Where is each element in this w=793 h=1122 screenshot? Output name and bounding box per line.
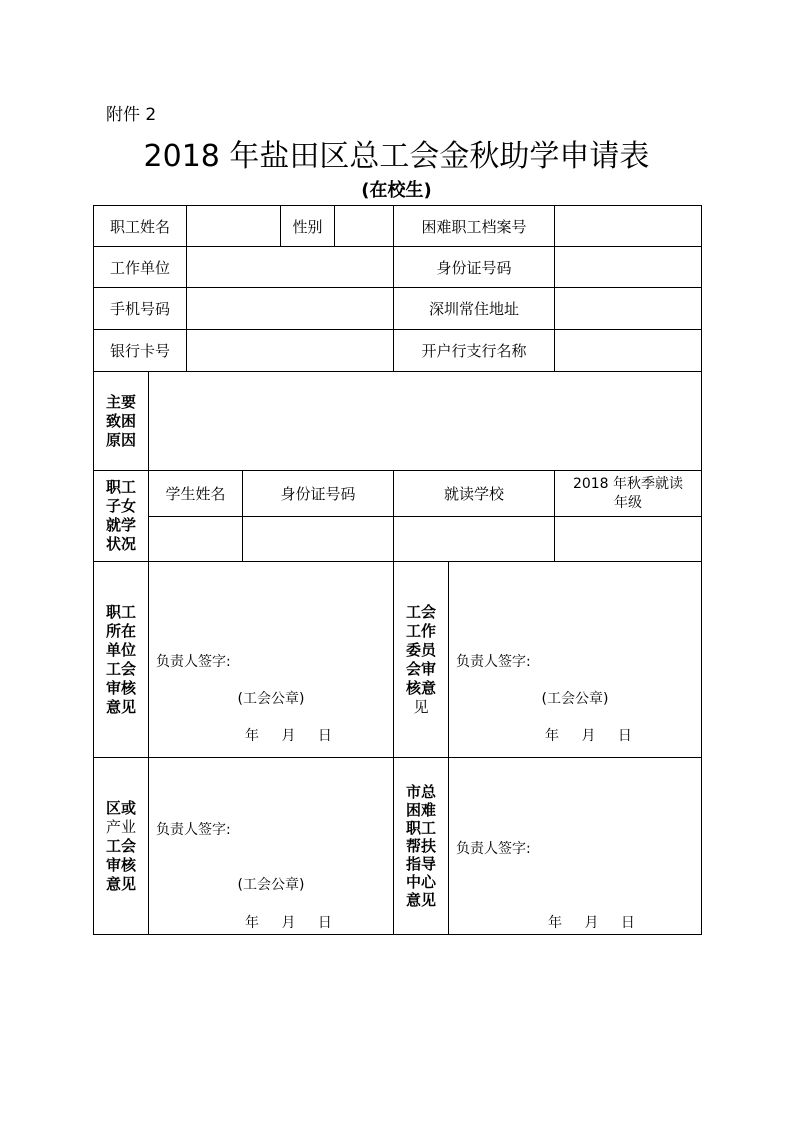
employee-name-input[interactable] [186,205,281,247]
label-line: 指导 [405,855,436,873]
hardship-reason-label [93,371,149,471]
student-id-input[interactable] [242,516,394,562]
label-line: 工作 [405,621,436,640]
form-subtitle: (在校生) [361,180,432,201]
mobile-input[interactable] [186,287,394,330]
form-title: 2018 年盐田区总工会金秋助学申请表 [143,139,650,174]
district-review-area[interactable] [148,757,394,935]
label-line: 主要 [105,392,136,411]
employee-name-label: 职工姓名 [93,205,187,247]
id-no-input[interactable] [554,246,702,288]
label-line: 审核 [105,678,136,697]
union-seal-label: (工会公章) [237,877,305,893]
school-input[interactable] [393,516,555,562]
work-unit-label: 工作单位 [93,246,187,288]
bank-branch-input[interactable] [554,329,702,372]
union-seal-label: (工会公章) [237,691,305,707]
bank-card-label: 银行卡号 [93,329,187,372]
address-input[interactable] [554,287,702,330]
label-line: 单位 [105,640,136,659]
hardship-reason-input[interactable] [148,371,702,471]
label-line: 所在 [105,621,136,640]
union-seal-label: (工会公章) [541,691,609,707]
bank-branch-label: 开户行支行名称 [393,329,555,372]
label-line: 委员 [405,640,436,659]
signer-label: 负责人签字: [156,654,231,670]
bank-card-input[interactable] [186,329,394,372]
work-unit-input[interactable] [186,246,394,288]
unit-union-review-label [93,561,149,758]
date-label: 年 月 日 [245,915,332,931]
date-label: 年 月 日 [548,915,635,931]
label-line: 意见 [405,891,436,909]
committee-review-label [393,561,449,758]
label-line: 意见 [105,697,136,716]
grade-header: 2018 年秋季就读年级 [554,470,702,517]
label-line: 意见 [105,874,136,893]
label-line: 困难 [405,801,436,819]
signer-label: 负责人签字: [456,654,531,670]
label-line: 职工 [405,819,436,837]
student-name-input[interactable] [148,516,243,562]
date-label: 年 月 日 [545,728,632,744]
label-line: 职工 [105,478,136,496]
label-line: 致困 [105,411,136,430]
label-line: 市总 [405,783,436,801]
label-line: 状况 [105,535,136,553]
label-line: 帮扶 [405,837,436,855]
label-line: 原因 [105,430,136,449]
student-id-header: 身份证号码 [242,470,394,517]
id-no-label: 身份证号码 [393,246,555,288]
label-line: 中心 [405,873,436,891]
grade-input[interactable] [554,516,702,562]
mobile-label: 手机号码 [93,287,187,330]
label-line: 产业 [105,817,136,836]
archive-no-label: 困难职工档案号 [393,205,555,247]
label-line: 工会 [405,602,436,621]
signer-label: 负责人签字: [156,822,231,838]
address-label: 深圳常住地址 [393,287,555,330]
label-line: 会审 [405,659,436,678]
label-line: 审核 [105,855,136,874]
attachment-label: 附件 2 [106,105,157,125]
gender-label: 性别 [280,205,335,247]
city-center-review-label [393,757,449,935]
children-status-label [93,470,149,562]
label-line: 就学 [105,516,136,534]
label-line: 工会 [105,836,136,855]
district-review-label [93,757,149,935]
date-label: 年 月 日 [245,728,332,744]
label-line: 区或 [105,798,136,817]
archive-no-input[interactable] [554,205,702,247]
label-line: 子女 [105,497,136,515]
label-line: 核意 [405,678,436,697]
gender-input[interactable] [334,205,394,247]
label-line: 见 [413,697,429,716]
signer-label: 负责人签字: [456,841,531,857]
school-header: 就读学校 [393,470,555,517]
student-name-header: 学生姓名 [148,470,243,517]
label-line: 职工 [105,602,136,621]
label-line: 工会 [105,659,136,678]
